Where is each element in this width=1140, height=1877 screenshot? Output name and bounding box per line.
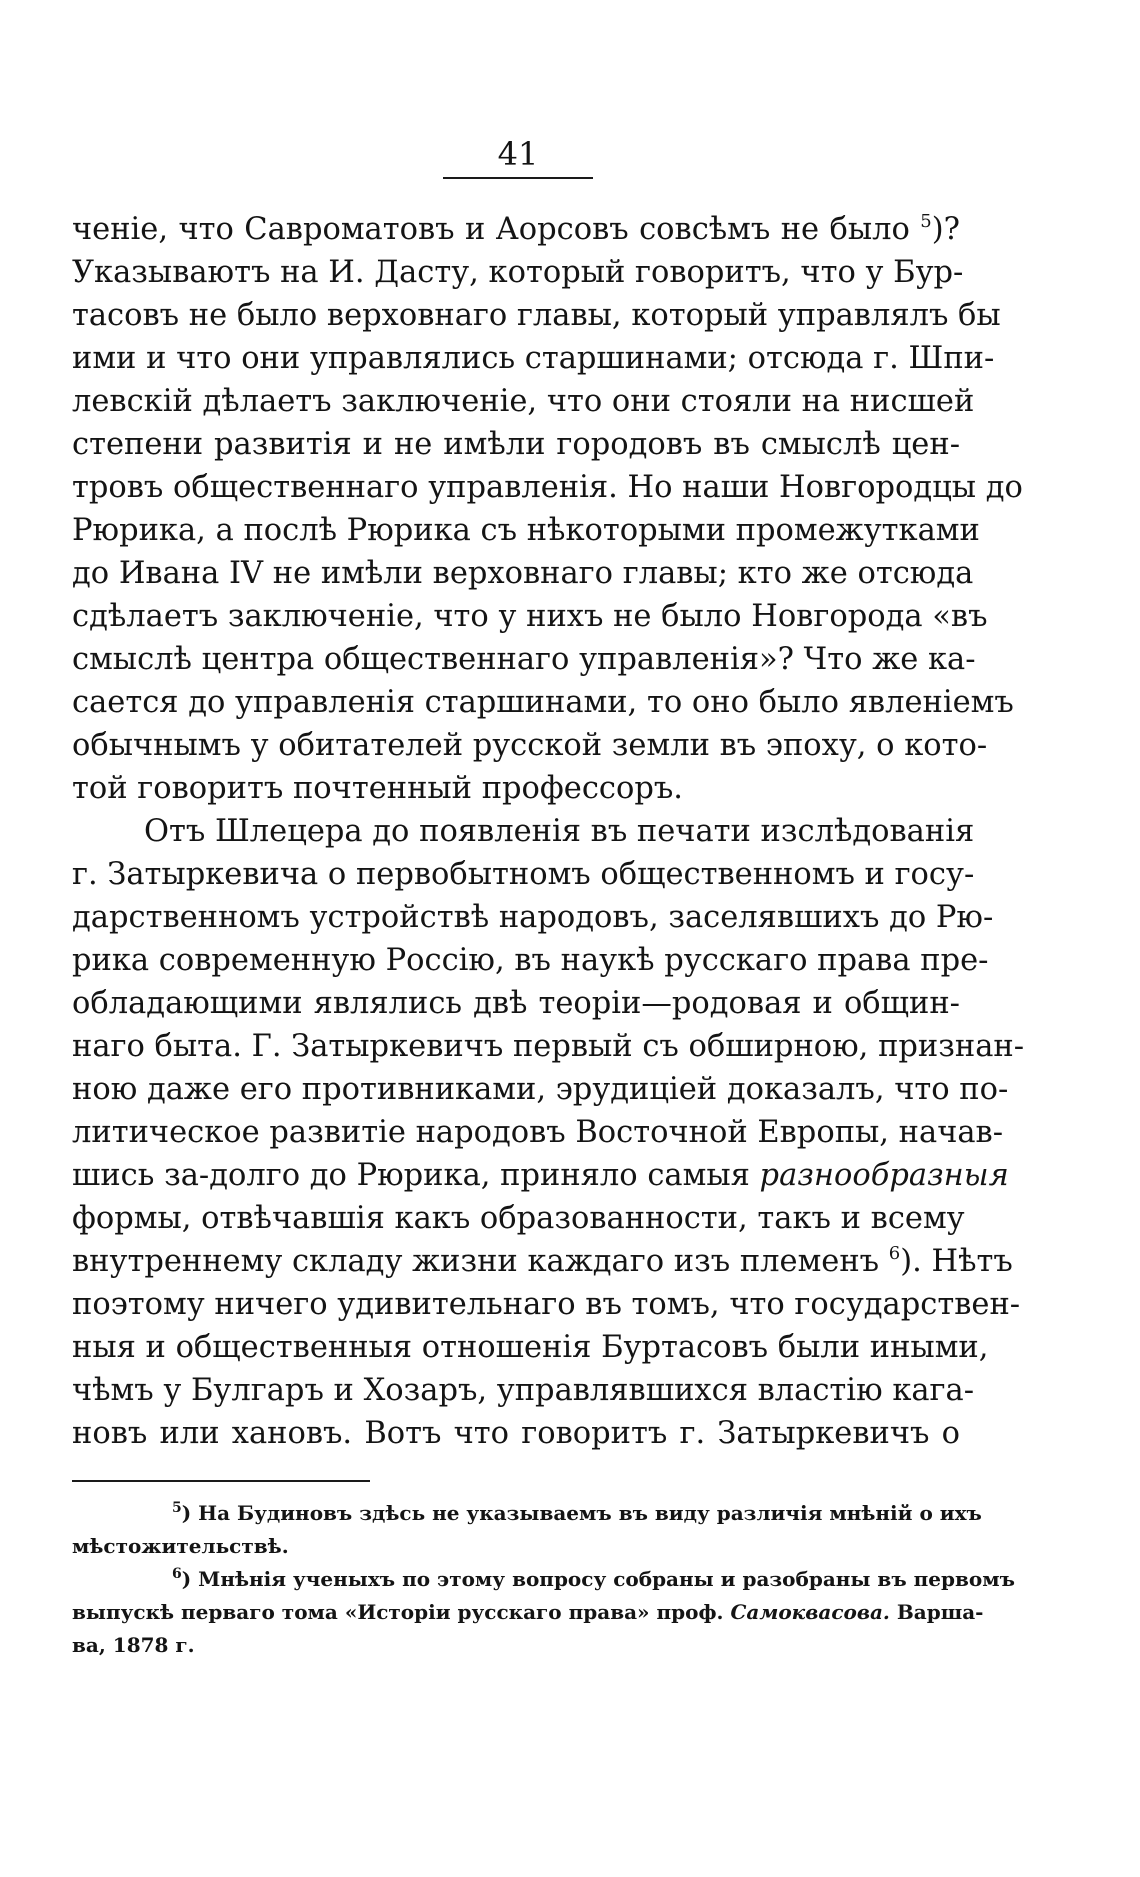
text-line: г. Затыркевича о первобытномъ общественномъ и госу- (72, 857, 975, 892)
footnote-5: $^5$) На Будиновъ здѣсь не указываемъ въ виду различія мнѣній о ихъ (172, 1500, 982, 1525)
page-number: 41 (497, 135, 539, 173)
header-rule (443, 177, 593, 179)
text-line: смыслѣ центра общественнаго управленія»? Что же ка- (72, 642, 976, 677)
text-line: тровъ общественнаго управленія. Но наши Новгородцы до (72, 470, 1023, 505)
text-line: шись за-долго до Рюрика, приняло самыя разнообразныя (72, 1158, 1009, 1193)
text-line: Указываютъ на И. Дасту, который говоритъ, что у Бур- (72, 255, 964, 290)
text-line: чѣмъ у Булгаръ и Хозаръ, управлявшихся властію кага- (72, 1373, 975, 1408)
text-line: дарственномъ устройствѣ народовъ, заселявшихъ до Рю- (72, 900, 994, 935)
text-line: рика современную Россію, въ наукѣ русскаго права пре- (72, 943, 989, 978)
text-line: обычнымъ у обитателей русской земли въ эпоху, о кото- (72, 728, 988, 763)
text-line: ими и что они управлялись старшинами; отсюда г. Шпи- (72, 341, 995, 376)
text-line: ныя и общественныя отношенія Буртасовъ были иными, (72, 1330, 989, 1365)
text-line: внутреннему складу жизни каждаго изъ племенъ $^6$). Нѣтъ (72, 1243, 1013, 1279)
footnote-ref-5: 5 (920, 211, 932, 232)
text-line: степени развитія и не имѣли городовъ въ смыслѣ цен- (72, 427, 960, 462)
italic-word: разнообразныя (759, 1158, 1009, 1193)
text-line: сается до управленія старшинами, то оно было явленіемъ (72, 685, 1014, 720)
text-line: формы, отвѣчавшія какъ образованности, такъ и всему (72, 1201, 965, 1236)
text-line: ченіе, что Савроматовъ и Аорсовъ совсѣмъ не было $^5$)? (72, 211, 960, 247)
author-name: Самоквасова. (730, 1600, 890, 1624)
footnotes (72, 1497, 1015, 1662)
footnote-5-continuation: мѣстожительствѣ. (72, 1534, 289, 1558)
text-line: наго быта. Г. Затыркевичъ первый съ обширною, признан- (72, 1029, 1025, 1064)
footnote-6-continuation: выпускѣ перваго тома «Исторіи русскаго права» проф. Самоквасова. Варша- (72, 1600, 984, 1624)
paragraph-start-line: Отъ Шлецера до появленія въ печати изслѣдованія (144, 814, 975, 849)
text-line: той говоритъ почтенный профессоръ. (72, 771, 683, 806)
footnote-marker-5: 5 (172, 1500, 182, 1516)
text-line: поэтому ничего удивительнаго въ томъ, что государствен- (72, 1287, 1021, 1322)
body-text (72, 208, 1025, 1455)
text-line: сдѣлаетъ заключеніе, что у нихъ не было Новгорода «въ (72, 599, 988, 634)
footnote-ref-6: 6 (888, 1243, 901, 1264)
text-line: обладающими являлись двѣ теоріи—родовая и общин- (72, 986, 960, 1021)
text-line: ною даже его противниками, эрудиціей доказалъ, что по- (72, 1072, 1009, 1107)
footnote-6: $^6$) Мнѣнія ученыхъ по этому вопросу собраны и разобраны въ первомъ (172, 1566, 1015, 1591)
footnote-rule (72, 1480, 370, 1482)
footnote-marker-6: 6 (172, 1566, 182, 1582)
text-line: литическое развитіе народовъ Восточной Европы, начав- (72, 1115, 1004, 1150)
text-line: левскій дѣлаетъ заключеніе, что они стояли на нисшей (72, 384, 975, 419)
text-line: Рюрика, а послѣ Рюрика съ нѣкоторыми промежутками (72, 513, 980, 548)
text-line: до Ивана IV не имѣли верховнаго главы; кто же отсюда (72, 556, 974, 591)
footnote-6-end: ва, 1878 г. (72, 1633, 195, 1657)
text-line: новъ или хановъ. Вотъ что говоритъ г. Затыркевичъ о (72, 1416, 960, 1451)
text-line: тасовъ не было верховнаго главы, который управлялъ бы (72, 298, 1001, 333)
